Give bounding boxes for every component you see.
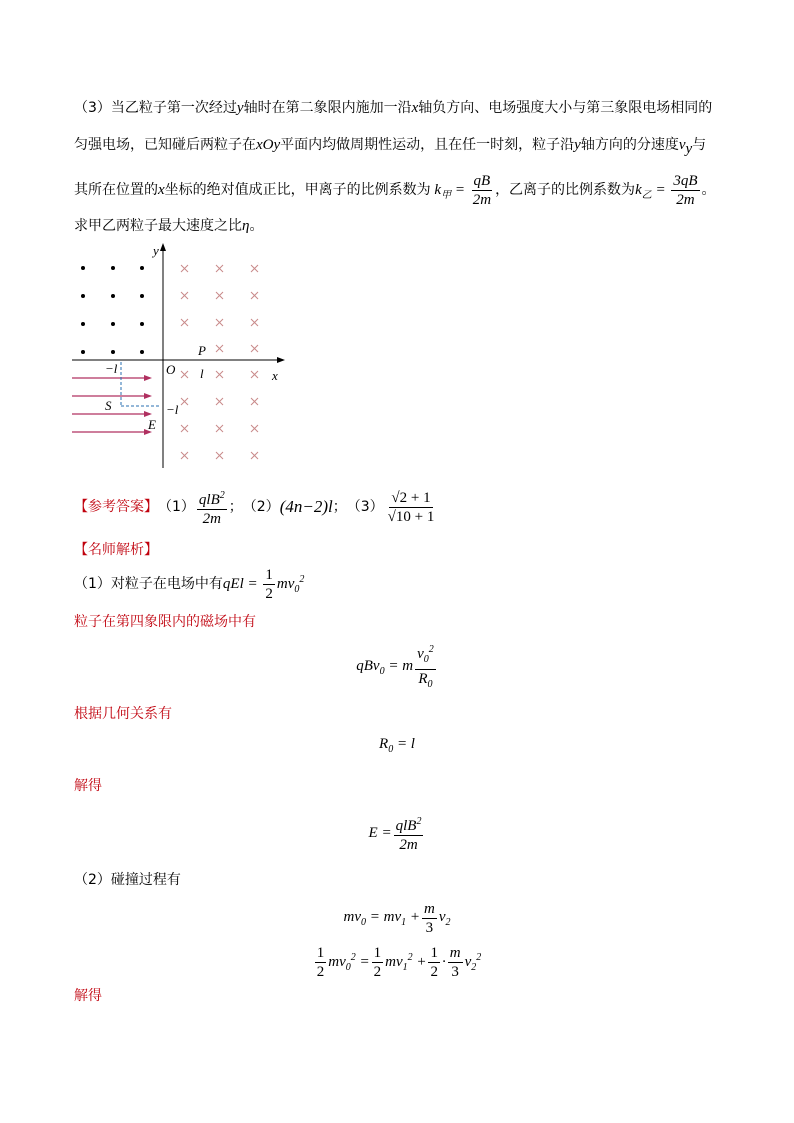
equation-radius: $R_0 = l$ [379,736,415,755]
problem-line-4: 求甲乙两粒子最大速度之比η。 [74,218,264,234]
magnetic-field-out-dots [81,266,144,354]
label-l: l [200,366,204,381]
analysis-step-4: 解得 [74,778,102,794]
problem-line-2: 匀强电场，已知碰后两粒子在xOy平面内均做周期性运动，且在任一时刻，粒子沿y轴方向的分速度$v_y$与 [74,137,707,157]
label-neg-l-y: −l [166,402,179,417]
analysis-step-3: 根据几何关系有 [74,706,172,722]
electric-field-arrows [72,375,152,435]
magnetic-field-in-crosses [181,265,258,459]
k-yi-formula: $k_乙$ = $\frac{3qB}{2m}$ [635,172,698,208]
k-jia-formula: $k_甲$ = $\frac{qB}{2m}$ [430,172,492,208]
equation-energy: $\frac{1}{2}$ $mv_0^2$ = $\frac{1}{2}$ $mv_1^2$ + $\frac{1}{2}$ · $\frac{m}{3}$ $v_2^2$ [316,944,482,980]
problem-line-3: 其所在位置的 x 坐标的绝对值成正比，甲离子的比例系数为 $k_甲$ = $\frac{qB}{2m}$ ，乙离子的比例系数为 $k_乙$ = $\frac{3qB}{2m}$ 。 [74,172,716,208]
label-s: S [105,398,112,413]
label-x: x [272,368,278,383]
label-p: P [198,343,206,358]
equation-e-field: E = $\frac{qlB^2}{2m}$ [0,810,794,856]
label-origin: O [166,362,176,377]
x-axis-arrow [277,357,285,363]
reference-answer: 【参考答案】 （1） $\frac{qlB^2}{2m}$ ； （2） (4n−2)l ； （3） $\frac{√2 + 1}{√10 + 1}$ [74,484,438,530]
field-diagram [60,240,300,470]
label-y: y [153,243,159,258]
answer-label: 【参考答案】 [74,499,158,515]
equation-lorentz: qBv$_0$ = m $\frac{v_0^2}{R_0}$ [0,644,794,690]
analysis-label: 【名师解析】 [74,542,158,558]
analysis-step-6: 解得 [74,988,102,1004]
problem-line-1: （3）当乙粒子第一次经过y轴时在第二象限内施加一沿x轴负方向、电场强度大小与第三象限电场相同的 [74,100,713,116]
label-e: E [148,417,156,432]
dashed-guides [121,362,161,406]
analysis-step-2: 粒子在第四象限内的磁场中有 [74,614,256,630]
analysis-step-1: （1）对粒子在电场中有 qEl = $\frac{1}{2}$ $mv_0^2$ [74,566,305,602]
equation-momentum: $mv_0 = mv_1$ + $\frac{m}{3}$ $v_2$ [343,900,451,936]
label-neg-l-x: −l [105,361,118,376]
y-axis-arrow [160,243,166,251]
analysis-step-5: （2）碰撞过程有 [74,872,181,888]
